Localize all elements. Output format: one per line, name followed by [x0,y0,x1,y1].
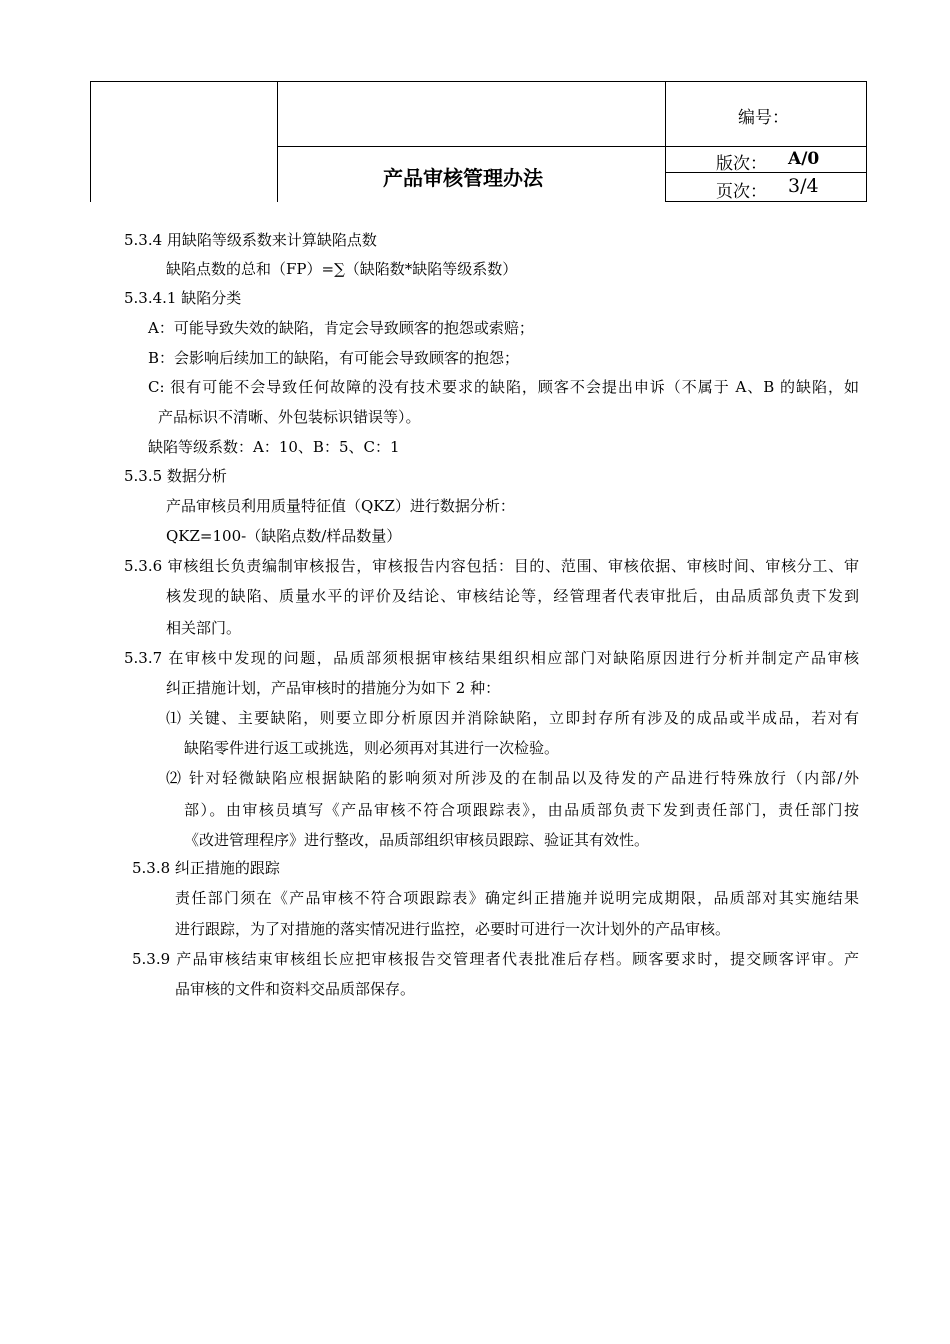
defect-class-c-continued: 产品标识不清晰、外包装标识错误等）。 [158,408,421,426]
defect-coefficients: 缺陷等级系数：A：10、B：5、C：1 [148,438,400,456]
section-5-3-8-heading: 5.3.8 纠正措施的跟踪 [132,859,280,877]
version-value: A/0 [788,149,820,169]
section-5-3-4-1-heading: 5.3.4.1 缺陷分类 [124,289,242,307]
section-5-3-8-line-2: 进行跟踪，为了对措施的落实情况进行监控，必要时可进行一次计划外的产品审核。 [175,920,731,938]
defect-class-c: C: 很有可能不会导致任何故障的没有技术要求的缺陷，顾客不会提出申诉（不属于 A、B 的缺陷，如 [148,378,859,396]
measure-2-line-3: 《改进管理程序》进行整改，品质部组织审核员跟踪、验证其有效性。 [184,831,650,849]
section-5-3-4-heading: 5.3.4 用缺陷等级系数来计算缺陷点数 [124,231,377,249]
header-right-border [866,81,867,202]
formula-qkz: QKZ=100-（缺陷点数/样品数量） [166,527,402,545]
document-title: 产品审核管理办法 [383,166,543,190]
header-title-top-line [277,146,867,147]
header-logo-divider [277,81,278,202]
formula-fp: 缺陷点数的总和（FP）=∑（缺陷数*缺陷等级系数） [166,260,518,278]
version-label: 版次： [716,154,767,174]
section-5-3-6-paragraph: 5.3.6 审核组长负责编制审核报告，审核报告内容包括：目的、范围、审核依据、审核时间、审核分工、审 [124,557,859,575]
document-number-label: 编号： [738,108,789,128]
measure-1-continued: 缺陷零件进行返工或挑选，则必须再对其进行一次检验。 [184,739,560,757]
section-5-3-7-line-2: 纠正措施计划，产品审核时的措施分为如下 2 种： [166,679,501,697]
section-5-3-9-paragraph: 5.3.9 产品审核结束审核组长应把审核报告交管理者代表批准后存档。顾客要求时，提交顾客评审。产 [132,950,859,968]
header-top-border [90,81,867,82]
measure-1: ⑴ 关键、主要缺陷，则要立即分析原因并消除缺陷，立即封存所有涉及的成品或半成品，若对有 [166,709,859,727]
data-analysis-text: 产品审核员利用质量特征值（QKZ）进行数据分析： [166,497,515,515]
header-meta-divider [665,81,666,202]
section-5-3-9-line-2: 品审核的文件和资料交品质部保存。 [175,980,416,998]
page-label: 页次： [716,182,767,202]
header-left-border [90,81,91,202]
measure-2-line-2: 部）。由审核员填写《产品审核不符合项跟踪表》，由品质部负责下发到责任部门，责任部门按 [184,801,859,819]
section-5-3-8-paragraph: 责任部门须在《产品审核不符合项跟踪表》确定纠正措施并说明完成期限，品质部对其实施结果 [175,889,859,907]
measure-2: ⑵ 针对轻微缺陷应根据缺陷的影响须对所涉及的在制品以及待发的产品进行特殊放行（内部/外 [166,769,859,787]
section-5-3-7-paragraph: 5.3.7 在审核中发现的问题，品质部须根据审核结果组织相应部门对缺陷原因进行分析并制定产品审核 [124,649,859,667]
defect-class-a: A：可能导致失效的缺陷，肯定会导致顾客的抱怨或索赔； [148,319,534,337]
section-5-3-5-heading: 5.3.5 数据分析 [124,467,227,485]
section-5-3-6-line-3: 相关部门。 [166,619,242,637]
page-value: 3/4 [788,175,819,197]
defect-class-b: B：会影响后续加工的缺陷，有可能会导致顾客的抱怨； [148,349,520,367]
section-5-3-6-line-2: 核发现的缺陷、质量水平的评价及结论、审核结论等，经管理者代表审批后，由品质部负责下发到 [166,587,859,605]
